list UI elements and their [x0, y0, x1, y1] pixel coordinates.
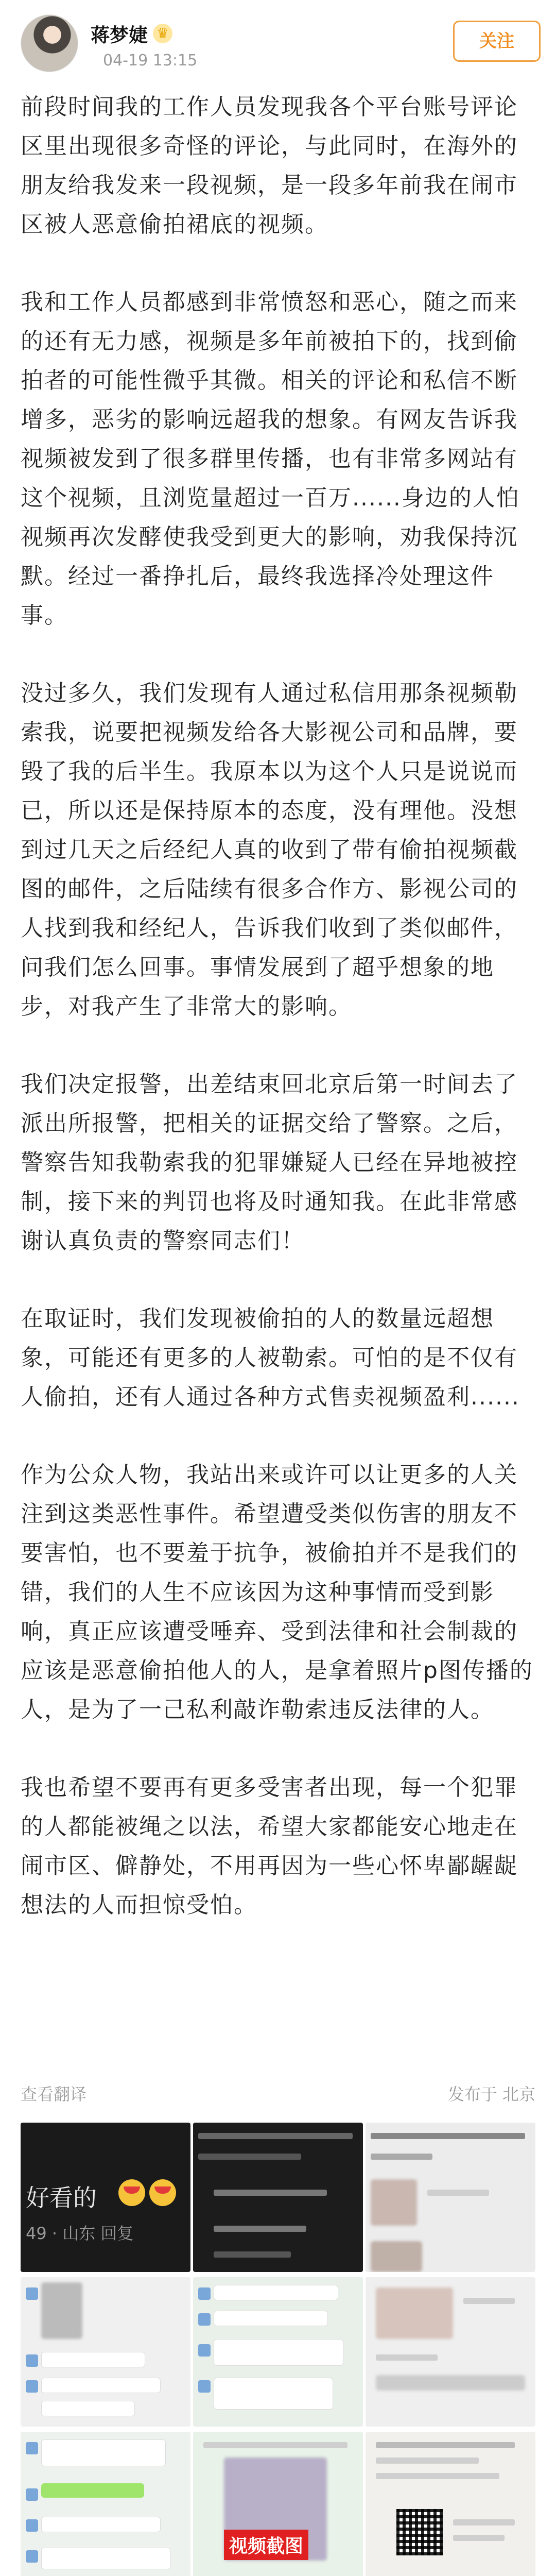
post-meta [21, 2081, 535, 2107]
paragraph: 我和工作人员都感到非常愤怒和恶心，随之而来的还有无力感，视频是多年前被拍下的，找到偷拍者的可能性微乎其微。相关的评论和私信不断增多，恶劣的影响远超我的想象。有网友告诉我视频被发到了很多群里传播，也有非常多网站有这个视频，且浏览量超过一百万......身边的人怕视频再次发酵使我受到更大的影响，劝我保持沉默。经过一番挣扎后，最终我选择冷处理这件事。 [21, 289, 520, 629]
chat-bubble [41, 2352, 145, 2367]
image-thumbnail[interactable] [21, 2432, 190, 2576]
laughing-emoji-icon [118, 2179, 145, 2206]
text-line [214, 2226, 306, 2232]
screenshot-tag: 视频截图 [224, 2530, 308, 2560]
text-line [453, 2519, 515, 2526]
follow-button[interactable]: 关注 [453, 21, 541, 62]
chat-bubble [214, 2378, 333, 2410]
user-avatar [26, 2519, 38, 2532]
chat-bubble [214, 2311, 328, 2326]
text-line [371, 2133, 525, 2139]
paragraph: 没过多久，我们发现有人通过私信用那条视频勒索我，说要把视频发给各大影视公司和品牌，要毁了我的后半生。我原本以为这个人只是说说而已，所以还是保持原本的态度，没有理他。没想到过几天之后经纪人真的收到了带有偷拍视频截图的邮件，之后陆续有很多合作方、影视公司的人找到我和经纪人，告诉我们收到了类似邮件，问我们怎么回事。事情发展到了超乎想象的地步，对我产生了非常大的影响。 [21, 680, 518, 1020]
user-avatar [26, 2550, 38, 2563]
chat-bubble [214, 2339, 343, 2366]
chat-bubble [41, 2517, 161, 2532]
text-line [376, 2458, 479, 2464]
post-location: 发布于 北京 [447, 2084, 535, 2104]
image-thumbnail[interactable] [21, 2123, 190, 2272]
user-avatar [198, 2313, 211, 2326]
image-thumbnail[interactable] [193, 2277, 363, 2427]
text-line [203, 2442, 348, 2448]
text-line [427, 2190, 489, 2196]
qr-code-icon [396, 2509, 443, 2555]
text-line [376, 2354, 438, 2361]
avatar[interactable] [21, 14, 78, 72]
text-line [463, 2298, 515, 2304]
author-name[interactable]: 蒋梦婕 [91, 24, 148, 46]
image-thumbnail[interactable] [21, 2277, 190, 2427]
user-avatar [26, 2380, 38, 2393]
text-line [453, 2535, 505, 2541]
post-time: 04-19 13:15 [103, 52, 198, 70]
image-thumbnail[interactable] [366, 2277, 535, 2427]
image-thumbnail[interactable] [366, 2432, 535, 2576]
user-avatar [26, 2488, 38, 2501]
post-header [0, 0, 556, 82]
user-avatar [198, 2380, 211, 2393]
blurred-image [376, 2287, 453, 2339]
crown-badge-icon: ♛ [153, 24, 172, 43]
user-avatar [26, 2354, 38, 2367]
chat-bubble [214, 2285, 338, 2300]
image-grid [21, 2123, 535, 2576]
paragraph: 我们决定报警，出差结束回北京后第一时间去了派出所报警，把相关的证据交给了警察。之后，警察告知我勒索我的犯罪嫌疑人已经在异地被控制，接下来的判罚也将及时通知我。在此非常感谢认真负责的警察同志们！ [21, 1071, 518, 1254]
image-thumbnail[interactable] [366, 2123, 535, 2272]
laughing-emoji-icon [149, 2179, 176, 2206]
translate-link[interactable]: 查看翻译 [21, 2084, 87, 2104]
user-avatar [26, 2287, 38, 2300]
text-line [371, 2154, 432, 2160]
paragraph: 前段时间我的工作人员发现我各个平台账号评论区里出现很多奇怪的评论，与此同时，在海外的朋友给我发来一段视频，是一段多年前我在闹市区被人恶意偷拍裙底的视频。 [21, 94, 518, 238]
text-line [214, 2190, 327, 2196]
chat-bubble [41, 2439, 166, 2466]
text-line [198, 2154, 301, 2160]
blurred-avatar [371, 2179, 417, 2226]
image-thumbnail[interactable] [193, 2432, 363, 2576]
paragraph: 在取证时，我们发现被偷拍的人的数量远超想象，可能还有更多的人被勒索。可怕的是不仅有人偷拍，还有人通过各种方式售卖视频盈利...... [21, 1306, 520, 1410]
chat-bubble [41, 2483, 144, 2498]
paragraph: 我也希望不要再有更多受害者出现，每一个犯罪的人都能被绳之以法，希望大家都能安心地走在闹市区、僻静处，不用再因为一些心怀卑鄙龌龊想法的人而担惊受怕。 [21, 1774, 518, 1918]
user-avatar [198, 2344, 211, 2357]
blurred-text [376, 2375, 525, 2391]
blurred-image [41, 2282, 82, 2339]
chat-bubble [41, 2378, 161, 2393]
chat-bubble [41, 2401, 135, 2416]
comment-text: 好看的 [26, 2184, 97, 2212]
paragraph: 作为公众人物，我站出来或许可以让更多的人关注到这类恶性事件。希望遭受类似伤害的朋友不要害怕，也不要羞于抗争，被偷拍并不是我们的错，我们的人生不应该因为这种事情而受到影响，真正应该遭受唾弃、受到法律和社会制裁的应该是恶意偷拍他人的人，是拿着照片p图传播的人，是为了一己私利敲诈勒索违反法律的人。 [21, 1462, 533, 1723]
user-avatar [26, 2442, 38, 2454]
post-body [21, 88, 541, 1963]
text-line [376, 2442, 515, 2448]
author-row [91, 20, 172, 47]
blurred-avatar [371, 2241, 422, 2272]
user-avatar [198, 2287, 211, 2300]
text-line [376, 2473, 499, 2479]
comment-meta: 49 · 山东 回复 [26, 2224, 134, 2243]
text-line [198, 2133, 353, 2139]
image-thumbnail[interactable] [193, 2123, 363, 2272]
chat-bubble [41, 2548, 171, 2569]
text-line [214, 2251, 291, 2258]
